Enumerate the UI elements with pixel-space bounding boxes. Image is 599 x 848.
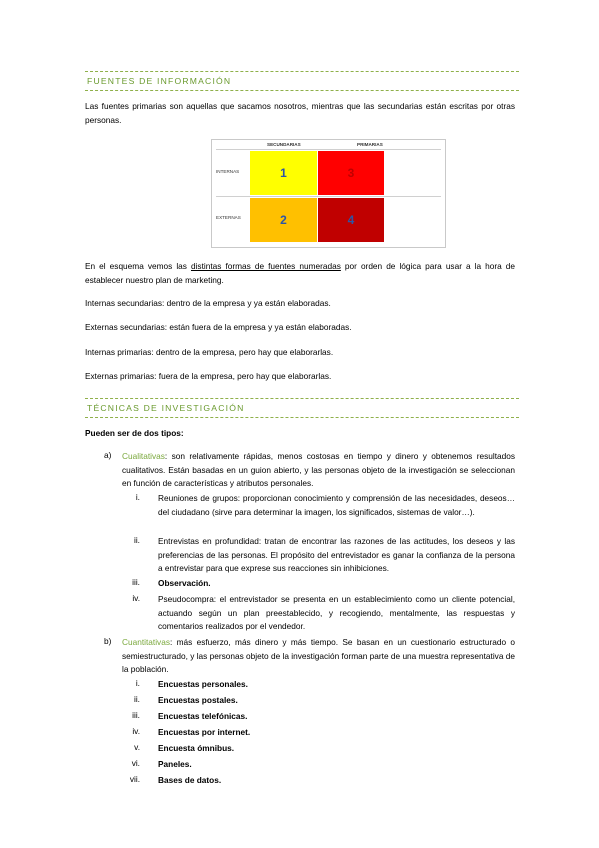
sub-item-encuestas-internet: Encuestas por internet.	[158, 727, 251, 737]
scheme-text-underlined: distintas formas de fuentes numeradas	[190, 261, 341, 271]
scheme-text-before: En el esquema vemos las	[85, 261, 191, 271]
cuantitativas-text: : más esfuerzo, más dinero y más tiempo. Se basan en un cuestionario estructurado o semiestructurado, y las personas objeto de la investigación forman parte de una muestra representativa de la población.	[122, 637, 515, 675]
section-heading-tecnicas	[85, 398, 519, 418]
sources-matrix	[211, 139, 446, 248]
matrix-row-internas: INTERNAS	[216, 169, 240, 174]
sub-item-observacion: Observación.	[158, 578, 211, 588]
sub-item-number: vi.	[131, 758, 140, 768]
scheme-text-after: por orden de lógica para usar a la hora de establecer nuestro plan de marketing.	[85, 261, 516, 285]
sub-item-reuniones: Reuniones de grupos: proporcionan conocimiento y comprensión de las necesidades, deseos… del ciudadano (sirve para determinar la imagen, los significados, sistemas de valor…).	[158, 493, 515, 517]
sub-item-pseudocompra: Pseudocompra: el entrevistador se presenta en un establecimiento como un cliente potencial, actuando según un plan preestablecido, y recogiendo, mentalmente, las respuestas y comentarios realizados por el vendedor.	[158, 594, 515, 632]
matrix-cell-2: 2	[250, 198, 317, 242]
sub-item-number: i.	[135, 492, 140, 502]
cualitativas-label: Cualitativas	[122, 451, 165, 461]
sub-item-number: v.	[134, 742, 140, 752]
cuantitativas-paragraph	[122, 636, 515, 677]
cualitativas-paragraph	[122, 450, 515, 491]
internas-secundarias: Internas secundarias: dentro de la empresa y ya están elaboradas.	[85, 298, 331, 308]
sub-item-paneles: Paneles.	[158, 759, 192, 769]
matrix-cell-4: 4	[318, 198, 384, 242]
sub-item-encuesta-omnibus: Encuesta ómnibus.	[158, 743, 235, 753]
sub-item-entrevistas: Entrevistas en profundidad: tratan de encontrar las razones de las actitudes, los deseos y las preferencias de las personas. El propósito del entrevistador es ganar la confianza de la persona a entrevistar para que exprese sus reacciones sin inhibiciones.	[158, 536, 515, 574]
sub-item-encuestas-postales: Encuestas postales.	[158, 695, 238, 705]
cuantitativas-label: Cuantitativas	[122, 637, 170, 647]
matrix-cell-1: 1	[250, 151, 317, 195]
tipos-intro: Pueden ser de dos tipos:	[85, 428, 184, 438]
sub-item-number: iv.	[132, 593, 140, 603]
sub-item-encuestas-telefonicas: Encuestas telefónicas.	[158, 711, 248, 721]
sub-item-number: ii.	[134, 694, 140, 704]
matrix-col-primarias: PRIMARIAS	[357, 142, 383, 147]
internas-primarias: Internas primarias: dentro de la empresa, pero hay que elaborarlas.	[85, 347, 334, 357]
externas-primarias: Externas primarias: fuera de la empresa, pero hay que elaborarlas.	[85, 371, 332, 381]
matrix-col-secundarias: SECUNDARIAS	[267, 142, 301, 147]
sub-item-number: ii.	[134, 535, 140, 545]
sub-item-encuestas-personales: Encuestas personales.	[158, 679, 248, 689]
sub-item-number: i.	[135, 678, 140, 688]
sub-item-number: iii.	[132, 577, 140, 587]
list-marker-a: a)	[104, 450, 112, 460]
matrix-row-externas: EXTERNAS	[216, 215, 241, 220]
externas-secundarias: Externas secundarias: están fuera de la empresa y ya están elaboradas.	[85, 322, 352, 332]
section-title: TÉCNICAS DE INVESTIGACIÓN	[87, 403, 245, 413]
intro-paragraph: Las fuentes primarias son aquellas que sacamos nosotros, mientras que las secundarias están escritas por otras personas.	[85, 101, 515, 125]
sub-item-number: vii.	[129, 774, 140, 784]
matrix-divider	[216, 196, 441, 197]
list-marker-b: b)	[104, 636, 112, 646]
section-heading-fuentes	[85, 71, 519, 91]
matrix-cell-3: 3	[318, 151, 384, 195]
scheme-paragraph	[85, 260, 515, 287]
sub-item-bases-datos: Bases de datos.	[158, 775, 222, 785]
matrix-divider	[216, 149, 441, 150]
cualitativas-text: : son relativamente rápidas, menos costosas en tiempo y dinero y obtenemos resultados cualitativos. Están basadas en un guion abierto, y las personas objeto de la investigación se seleccionan en función de características y atributos personales.	[122, 451, 515, 489]
section-title: FUENTES DE INFORMACIÓN	[87, 76, 232, 86]
sub-item-number: iii.	[132, 710, 140, 720]
sub-item-number: iv.	[132, 726, 140, 736]
